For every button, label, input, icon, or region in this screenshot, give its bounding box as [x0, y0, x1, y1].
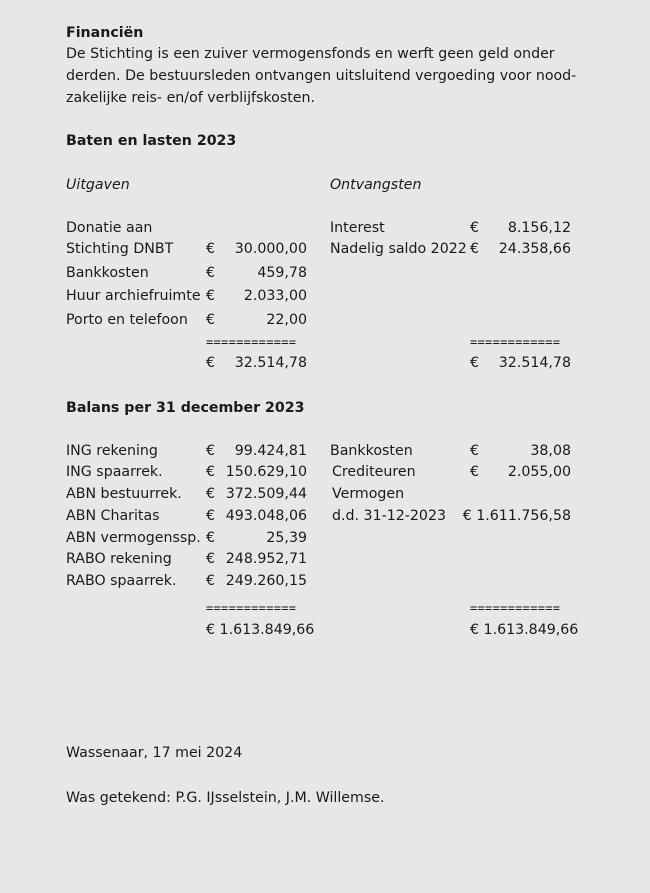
- balans-right-amount: 2.055,00: [507, 464, 571, 480]
- euro-sign: €: [470, 443, 480, 459]
- ontvangsten-total: 32.514,78: [498, 355, 571, 371]
- balans-left-amount: 248.952,71: [225, 551, 307, 567]
- euro-sign: €: [206, 486, 216, 502]
- balans-left-amount: 493.048,06: [225, 508, 307, 524]
- balans-left-total: € 1.613.849,66: [206, 622, 315, 638]
- paragraph-line: De Stichting is een zuiver vermogensfonds en werft geen geld onder: [66, 46, 555, 62]
- euro-sign: €: [206, 312, 216, 328]
- paragraph-line: derden. De bestuursleden ontvangen uitsluitend vergoeding voor nood-: [66, 68, 577, 84]
- balans-left-label: RABO spaarrek.: [66, 573, 177, 589]
- baten-heading: Baten en lasten 2023: [66, 133, 237, 149]
- euro-sign: €: [206, 443, 216, 459]
- ontvangsten-item-label: Interest: [330, 220, 385, 236]
- euro-sign: €: [470, 220, 480, 236]
- euro-sign: €: [206, 551, 216, 567]
- balans-right-label: Crediteuren: [332, 464, 416, 480]
- balans-left-label: ING spaarrek.: [66, 464, 163, 480]
- total-separator: ============: [206, 601, 297, 615]
- ontvangsten-label: Ontvangsten: [330, 177, 422, 193]
- euro-sign: €: [206, 241, 216, 257]
- euro-sign: €: [470, 241, 480, 257]
- balans-left-amount: 25,39: [266, 530, 307, 546]
- euro-sign: €: [470, 464, 480, 480]
- uitgaven-item-label: Bankkosten: [66, 265, 149, 281]
- balans-left-label: ING rekening: [66, 443, 158, 459]
- balans-heading: Balans per 31 december 2023: [66, 400, 305, 416]
- ontvangsten-item-amount: 24.358,66: [498, 241, 571, 257]
- euro-sign: €: [206, 508, 216, 524]
- balans-right-amount: 38,08: [530, 443, 571, 459]
- uitgaven-item-amount: 22,00: [266, 312, 307, 328]
- euro-sign: €: [206, 573, 216, 589]
- uitgaven-item-label: Huur archiefruimte: [66, 288, 201, 304]
- balans-left-label: RABO rekening: [66, 551, 172, 567]
- euro-sign: €: [206, 265, 216, 281]
- total-separator: ============: [470, 601, 561, 615]
- euro-sign: €: [206, 288, 216, 304]
- balans-left-label: ABN bestuurrek.: [66, 486, 182, 502]
- uitgaven-item-amount: 2.033,00: [243, 288, 307, 304]
- balans-right-label: Bankkosten: [330, 443, 413, 459]
- uitgaven-item-amount: 459,78: [257, 265, 307, 281]
- uitgaven-item-label: Donatie aan: [66, 220, 153, 236]
- euro-sign: €: [206, 355, 216, 371]
- financien-paragraph: [66, 43, 586, 109]
- balans-left-amount: 99.424,81: [234, 443, 307, 459]
- balans-left-label: ABN Charitas: [66, 508, 160, 524]
- balans-left-label: ABN vermogenssp.: [66, 530, 201, 546]
- signature-line: Was getekend: P.G. IJsselstein, J.M. Willemse.: [66, 790, 385, 806]
- euro-sign: €: [206, 530, 216, 546]
- uitgaven-item-label: Porto en telefoon: [66, 312, 188, 328]
- euro-sign: €: [470, 355, 480, 371]
- euro-sign: €: [206, 464, 216, 480]
- balans-right-amount: € 1.611.756,58: [462, 508, 571, 524]
- paragraph-line: zakelijke reis- en/of verblijfskosten.: [66, 90, 316, 106]
- uitgaven-item-amount: 30.000,00: [234, 241, 307, 257]
- balans-right-label: Vermogen: [332, 486, 405, 502]
- balans-right-total: € 1.613.849,66: [470, 622, 579, 638]
- uitgaven-label: Uitgaven: [66, 177, 130, 193]
- balans-left-amount: 372.509,44: [225, 486, 307, 502]
- place-date: Wassenaar, 17 mei 2024: [66, 745, 243, 761]
- ontvangsten-item-label: Nadelig saldo 2022: [330, 241, 467, 257]
- ontvangsten-item-amount: 8.156,12: [507, 220, 571, 236]
- total-separator: ============: [470, 335, 561, 349]
- balans-left-amount: 150.629,10: [225, 464, 307, 480]
- total-separator: ============: [206, 335, 297, 349]
- uitgaven-total: 32.514,78: [234, 355, 307, 371]
- balans-left-amount: 249.260,15: [225, 573, 307, 589]
- balans-right-label: d.d. 31-12-2023: [332, 508, 446, 524]
- uitgaven-item-label: Stichting DNBT: [66, 241, 174, 257]
- financien-heading: Financiën: [66, 25, 144, 41]
